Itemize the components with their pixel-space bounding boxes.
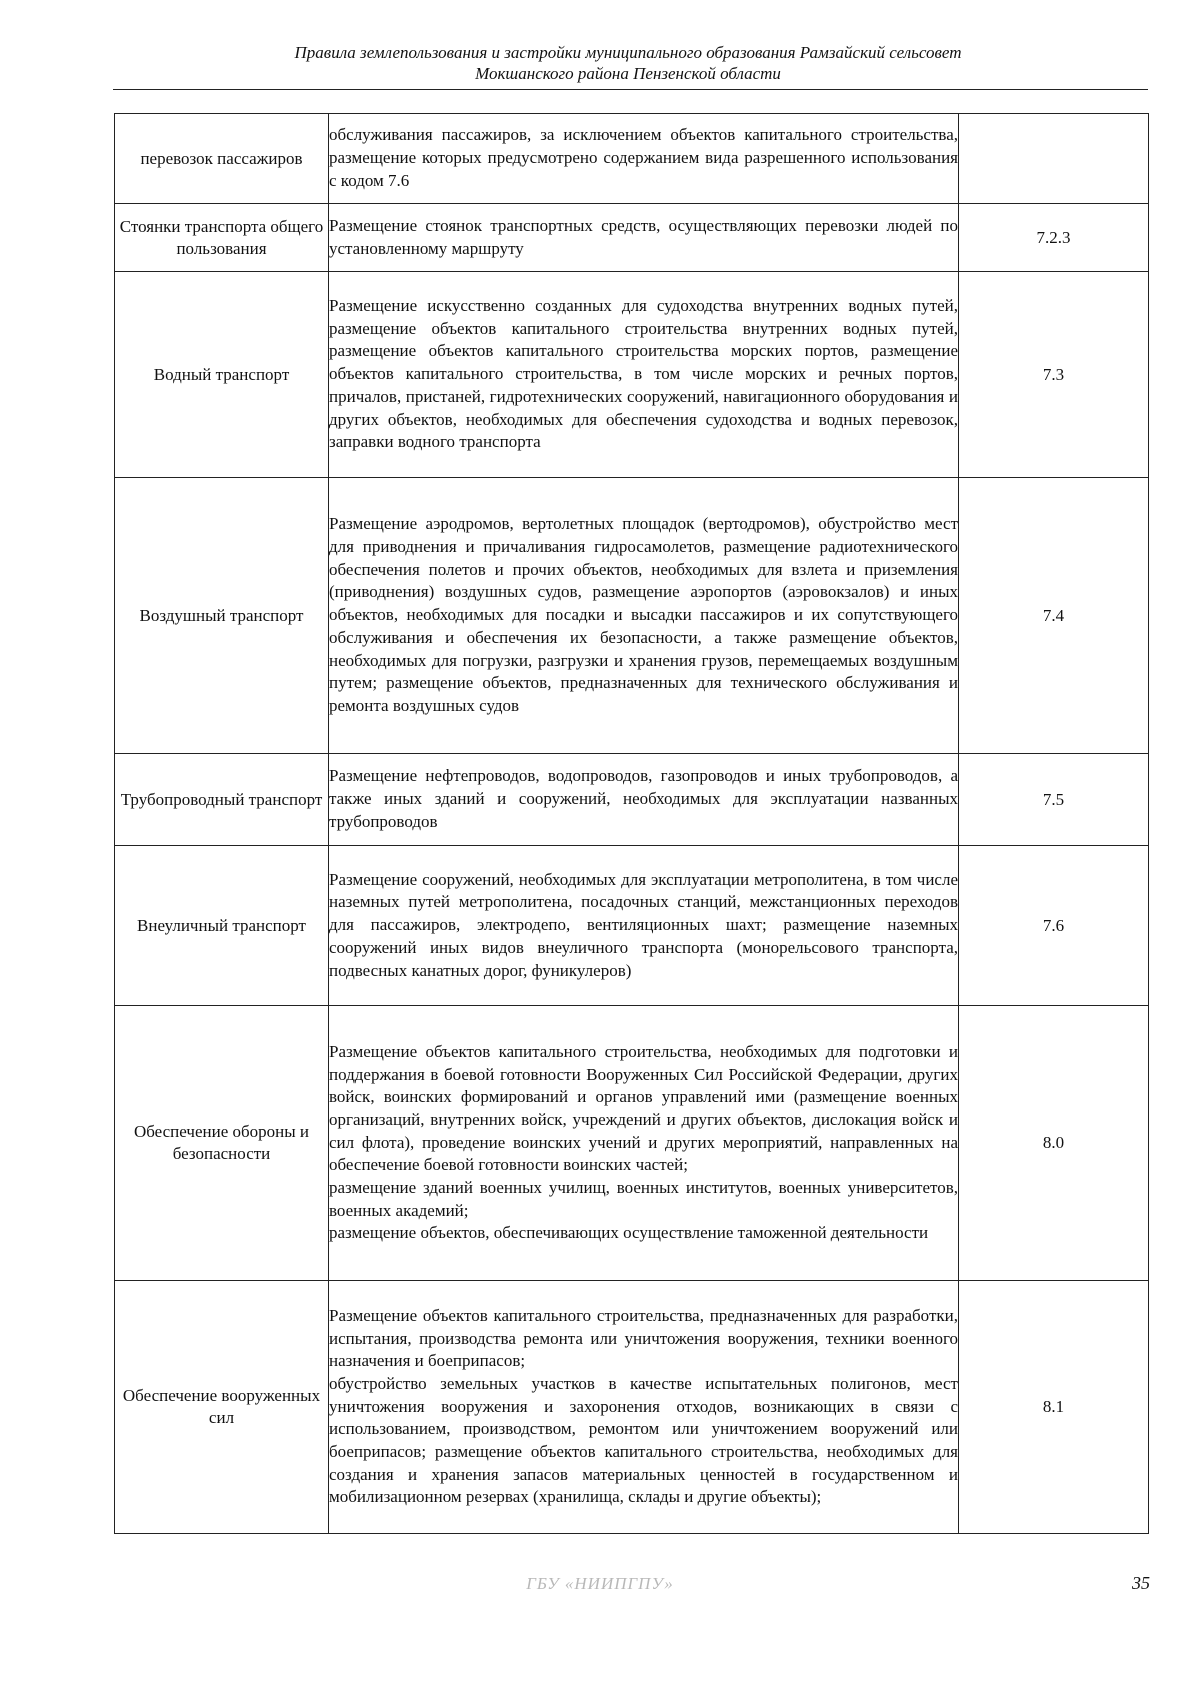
description-paragraph: Размещение нефтепроводов, водопроводов, газопроводов и иных трубопроводов, а также иных зданий и сооружений, необходимых для эксплуатации названных трубопроводов	[329, 766, 958, 831]
page-number: 35	[1132, 1573, 1150, 1593]
table-row	[115, 114, 1149, 204]
use-type-description	[329, 1006, 959, 1281]
description-paragraph: Размещение сооружений, необходимых для эксплуатации метрополитена, в том числе наземных путей метрополитена, посадочных станций, межстанционных переходов для пассажиров, электродепо, вентиляционных шахт; размещение наземных сооружений иных видов внеуличного транспорта (монорельсового транспорта, подвесных канатных дорог, фуникулеров)	[329, 869, 958, 980]
description-paragraph: Размещение аэродромов, вертолетных площадок (вертодромов), обустройство мест для приводнения и причаливания гидросамолетов, размещение радиотехнического обеспечения полетов и прочих объектов, необходимых для взлета и приземления (приводнения) воздушных судов, размещение аэропортов (аэровокзалов) и иных объектов, необходимых для посадки и высадки пассажиров и их сопутствующего обслуживания и обеспечения их безопасности, а также размещение объектов, необходимых для погрузки, разгрузки и хранения грузов, перемещаемых воздушным путем; размещение объектов, предназначенных для технического обслуживания и ремонта воздушных судов	[329, 514, 958, 715]
table-row	[115, 478, 1149, 754]
table-row	[115, 754, 1149, 846]
use-type-name: Воздушный транспорт	[115, 478, 329, 754]
use-type-code: 7.3	[959, 272, 1149, 478]
description-paragraph: Размещение объектов капитального строительства, необходимых для подготовки и поддержания в боевой готовности Вооруженных Сил Российской Федерации, других войск, воинских формирований и органов управлений ими (размещение военных организаций, внутренних войск, учреждений и других объектов, дислокация войск и сил флота), проведение воинских учений и других мероприятий, направленных на обеспечение боевой готовности воинских частей;	[329, 1041, 958, 1175]
use-type-name: Обеспечение обороны и безопасности	[115, 1006, 329, 1281]
use-type-code	[959, 114, 1149, 204]
use-type-description	[329, 754, 959, 846]
use-type-name: Стоянки транспорта общего пользования	[115, 204, 329, 272]
table-row	[115, 1006, 1149, 1281]
land-use-table	[114, 113, 1149, 1534]
use-type-name: Трубопроводный транспорт	[115, 754, 329, 846]
use-type-description	[329, 114, 959, 204]
description-paragraph: обслуживания пассажиров, за исключением объектов капитального строительства, размещение которых предусмотрено содержанием вида разрешенного использования с кодом 7.6	[329, 125, 958, 190]
use-type-code: 7.2.3	[959, 204, 1149, 272]
footer-organization: ГБУ «НИИПГПУ»	[526, 1574, 674, 1593]
table-row	[115, 1281, 1149, 1534]
use-type-code: 7.6	[959, 846, 1149, 1006]
use-type-code: 7.4	[959, 478, 1149, 754]
description-paragraph: обустройство земельных участков в качестве испытательных полигонов, мест уничтожения вооружения и захоронения отходов, возникающих в связи с использованием, производством, ремонтом или уничтожением вооружений или боеприпасов; размещение объектов капитального строительства, необходимых для создания и хранения запасов материальных ценностей в государственном и мобилизационном резервах (хранилища, склады и другие объекты);	[329, 1373, 958, 1507]
description-paragraph: Размещение объектов капитального строительства, предназначенных для разработки, испытания, производства ремонта или уничтожения вооружения, техники военного назначения и боеприпасов;	[329, 1305, 958, 1371]
use-type-description	[329, 204, 959, 272]
running-header	[113, 42, 1143, 84]
use-type-name: Обеспечение вооруженных сил	[115, 1281, 329, 1534]
description-paragraph: Размещение искусственно созданных для судоходства внутренних водных путей, размещение объектов капитального строительства внутренних водных путей, размещение объектов капитального строительства морских портов, размещение объектов капитального строительства, в том числе морских и речных портов, причалов, пристаней, гидротехнических сооружений, навигационного оборудования и других объектов, необходимых для обеспечения судоходства и водных перевозок, заправки водного транспорта	[329, 296, 958, 452]
use-type-name: перевозок пассажиров	[115, 114, 329, 204]
use-type-description	[329, 272, 959, 478]
use-type-name: Внеуличный транспорт	[115, 846, 329, 1006]
description-paragraph: размещение зданий военных училищ, военных институтов, военных университетов, военных академий;	[329, 1178, 958, 1220]
table-row	[115, 846, 1149, 1006]
running-header-line-1: Правила землепользования и застройки муниципального образования Рамзайский сельсовет	[294, 43, 962, 62]
use-type-description	[329, 478, 959, 754]
use-type-code: 8.0	[959, 1006, 1149, 1281]
use-type-description	[329, 1281, 959, 1534]
header-divider	[113, 89, 1148, 90]
use-type-code: 7.5	[959, 754, 1149, 846]
use-type-name: Водный транспорт	[115, 272, 329, 478]
table-row	[115, 272, 1149, 478]
description-paragraph: размещение объектов, обеспечивающих осуществление таможенной деятельности	[329, 1223, 929, 1243]
running-header-line-2: Мокшанского района Пензенской области	[475, 64, 781, 83]
table-row	[115, 204, 1149, 272]
description-paragraph: Размещение стоянок транспортных средств, осуществляющих перевозки людей по установленному маршруту	[329, 215, 958, 258]
use-type-code: 8.1	[959, 1281, 1149, 1534]
use-type-description	[329, 846, 959, 1006]
